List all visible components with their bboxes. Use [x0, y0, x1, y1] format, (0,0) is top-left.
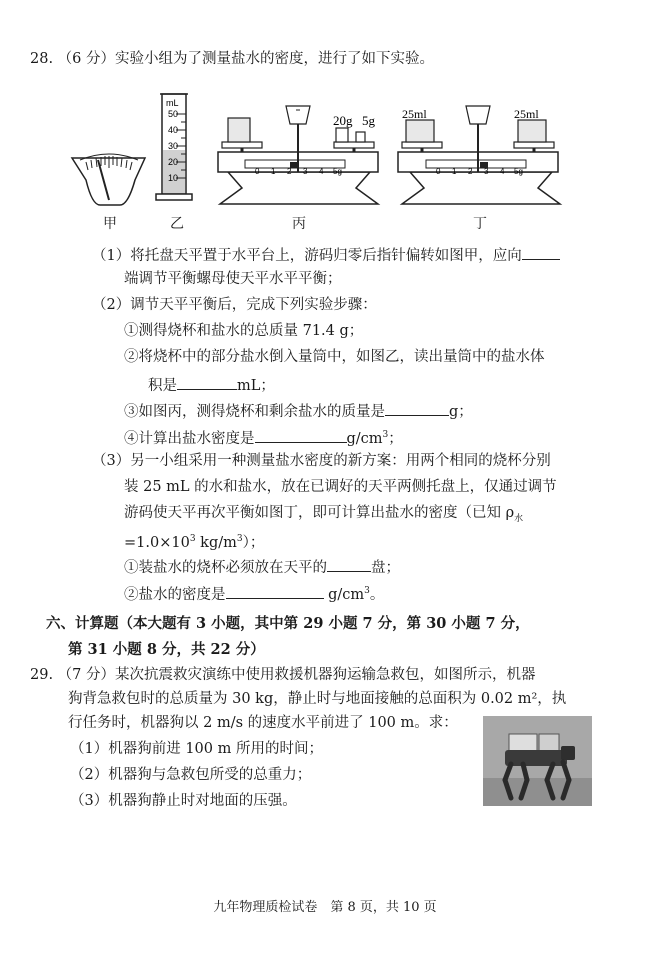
figure-label-ding: 丁	[473, 216, 487, 232]
answer-blank-pan[interactable]	[327, 555, 371, 572]
svg-text:mL: mL	[166, 98, 179, 108]
q28-step2-line1: ②将烧杯中的部分盐水倒入量筒中，如图乙，读出量筒中的盐水体	[124, 349, 545, 365]
q28-part2-intro: （2）调节天平平衡后，完成下列实验步骤：	[92, 297, 377, 313]
q28-part1-line2: 端调节平衡螺母使天平水平平衡；	[124, 271, 342, 287]
experiment-figures	[0, 0, 650, 240]
svg-text:0: 0	[255, 167, 260, 176]
svg-text:5g: 5g	[362, 113, 375, 128]
q29-sub2: （2）机器狗与急救包所受的总重力；	[70, 767, 312, 783]
q28-step2-line2: 积是 mL；	[148, 373, 275, 396]
q29-sub1: （1）机器狗前进 100 m 所用的时间；	[70, 741, 323, 757]
q28-part3-line2: 装 25 mL 的水和盐水，放在已调好的天平两侧托盘上，仅通过调节	[124, 479, 557, 495]
answer-blank-density[interactable]	[255, 426, 347, 443]
figure-label-bing: 丙	[292, 216, 306, 232]
figure-label-yi: 乙	[170, 216, 184, 232]
q28-step4: ④计算出盐水密度是 $g/cm^3$；	[124, 425, 403, 449]
figure-label-jia: 甲	[103, 216, 117, 232]
robot-dog-photo	[483, 716, 592, 806]
answer-blank-volume[interactable]	[177, 373, 237, 390]
svg-text:1: 1	[271, 167, 276, 176]
section6-heading-line1: 六、计算题（本大题有 3 小题，其中第 29 小题 7 分，第 30 小题 7 分，	[46, 615, 530, 632]
svg-text:2: 2	[287, 167, 292, 176]
q29-sub3: （3）机器狗静止时对地面的压强。	[70, 793, 297, 809]
svg-text:3: 3	[484, 167, 489, 176]
svg-text:30: 30	[168, 141, 179, 151]
q29-line2: 狗背急救包时的总质量为 30 kg，静止时与地面接触的总面积为 0.02 m²，执	[68, 691, 567, 707]
svg-text:5g: 5g	[514, 167, 523, 176]
svg-text:50: 50	[168, 109, 179, 119]
q28-step3: ③如图丙，测得烧杯和剩余盐水的质量是 g；	[124, 399, 473, 422]
answer-blank-mass[interactable]	[385, 399, 449, 416]
svg-text:40: 40	[168, 125, 179, 135]
svg-text:2: 2	[468, 167, 473, 176]
q28-part3-task1: ①装盐水的烧杯必须放在天平的 盘；	[124, 555, 400, 578]
page-footer: 九年物理质检试卷 第 8 页，共 10 页	[213, 900, 437, 915]
q28-part3-line4: $=1.0\times 10^3$ $kg/m^3$）；	[124, 534, 265, 551]
q28-step1: ①测得烧杯和盐水的总质量 71.4 g；	[124, 323, 364, 339]
answer-blank-direction[interactable]	[522, 243, 560, 260]
svg-text:1: 1	[452, 167, 457, 176]
svg-text:25ml: 25ml	[514, 107, 539, 121]
q29-line3: 行任务时，机器狗以 2 m/s 的速度水平前进了 100 m。求：	[68, 715, 458, 731]
q28-part3-line1: （3）另一小组采用一种测量盐水密度的新方案：用两个相同的烧杯分别	[92, 453, 551, 469]
q29-line1: 29. （7 分）某次抗震救灾演练中使用救援机器狗运输急救包，如图所示，机器	[30, 667, 536, 683]
answer-blank-saltwater-density[interactable]	[226, 582, 324, 599]
svg-text:4: 4	[500, 167, 505, 176]
svg-text:5g: 5g	[333, 167, 342, 176]
section6-heading-line2: 第 31 小题 8 分，共 22 分）	[68, 641, 265, 658]
graduated-cylinder-figure	[156, 94, 192, 200]
svg-text:3: 3	[303, 167, 308, 176]
q28-header: 28. （6 分）实验小组为了测量盐水的密度，进行了如下实验。	[30, 51, 435, 67]
svg-text:25ml: 25ml	[402, 107, 427, 121]
svg-text:20g: 20g	[333, 113, 353, 128]
svg-text:20: 20	[168, 157, 179, 167]
q28-part3-task2: ②盐水的密度是 $g/cm^3$。	[124, 581, 384, 605]
svg-text:0: 0	[436, 167, 441, 176]
balance-figure-c	[218, 106, 378, 204]
q28-part1-line1: （1）将托盘天平置于水平台上，游码归零后指针偏转如图甲，应向	[92, 243, 560, 266]
q28-part3-line3: 游码使天平再次平衡如图丁，即可计算出盐水的密度（已知 $\rho_水$	[124, 505, 524, 524]
svg-text:10: 10	[168, 173, 179, 183]
pointer-dial-figure	[72, 154, 145, 205]
balance-figure-d	[398, 106, 560, 204]
svg-text:4: 4	[319, 167, 324, 176]
